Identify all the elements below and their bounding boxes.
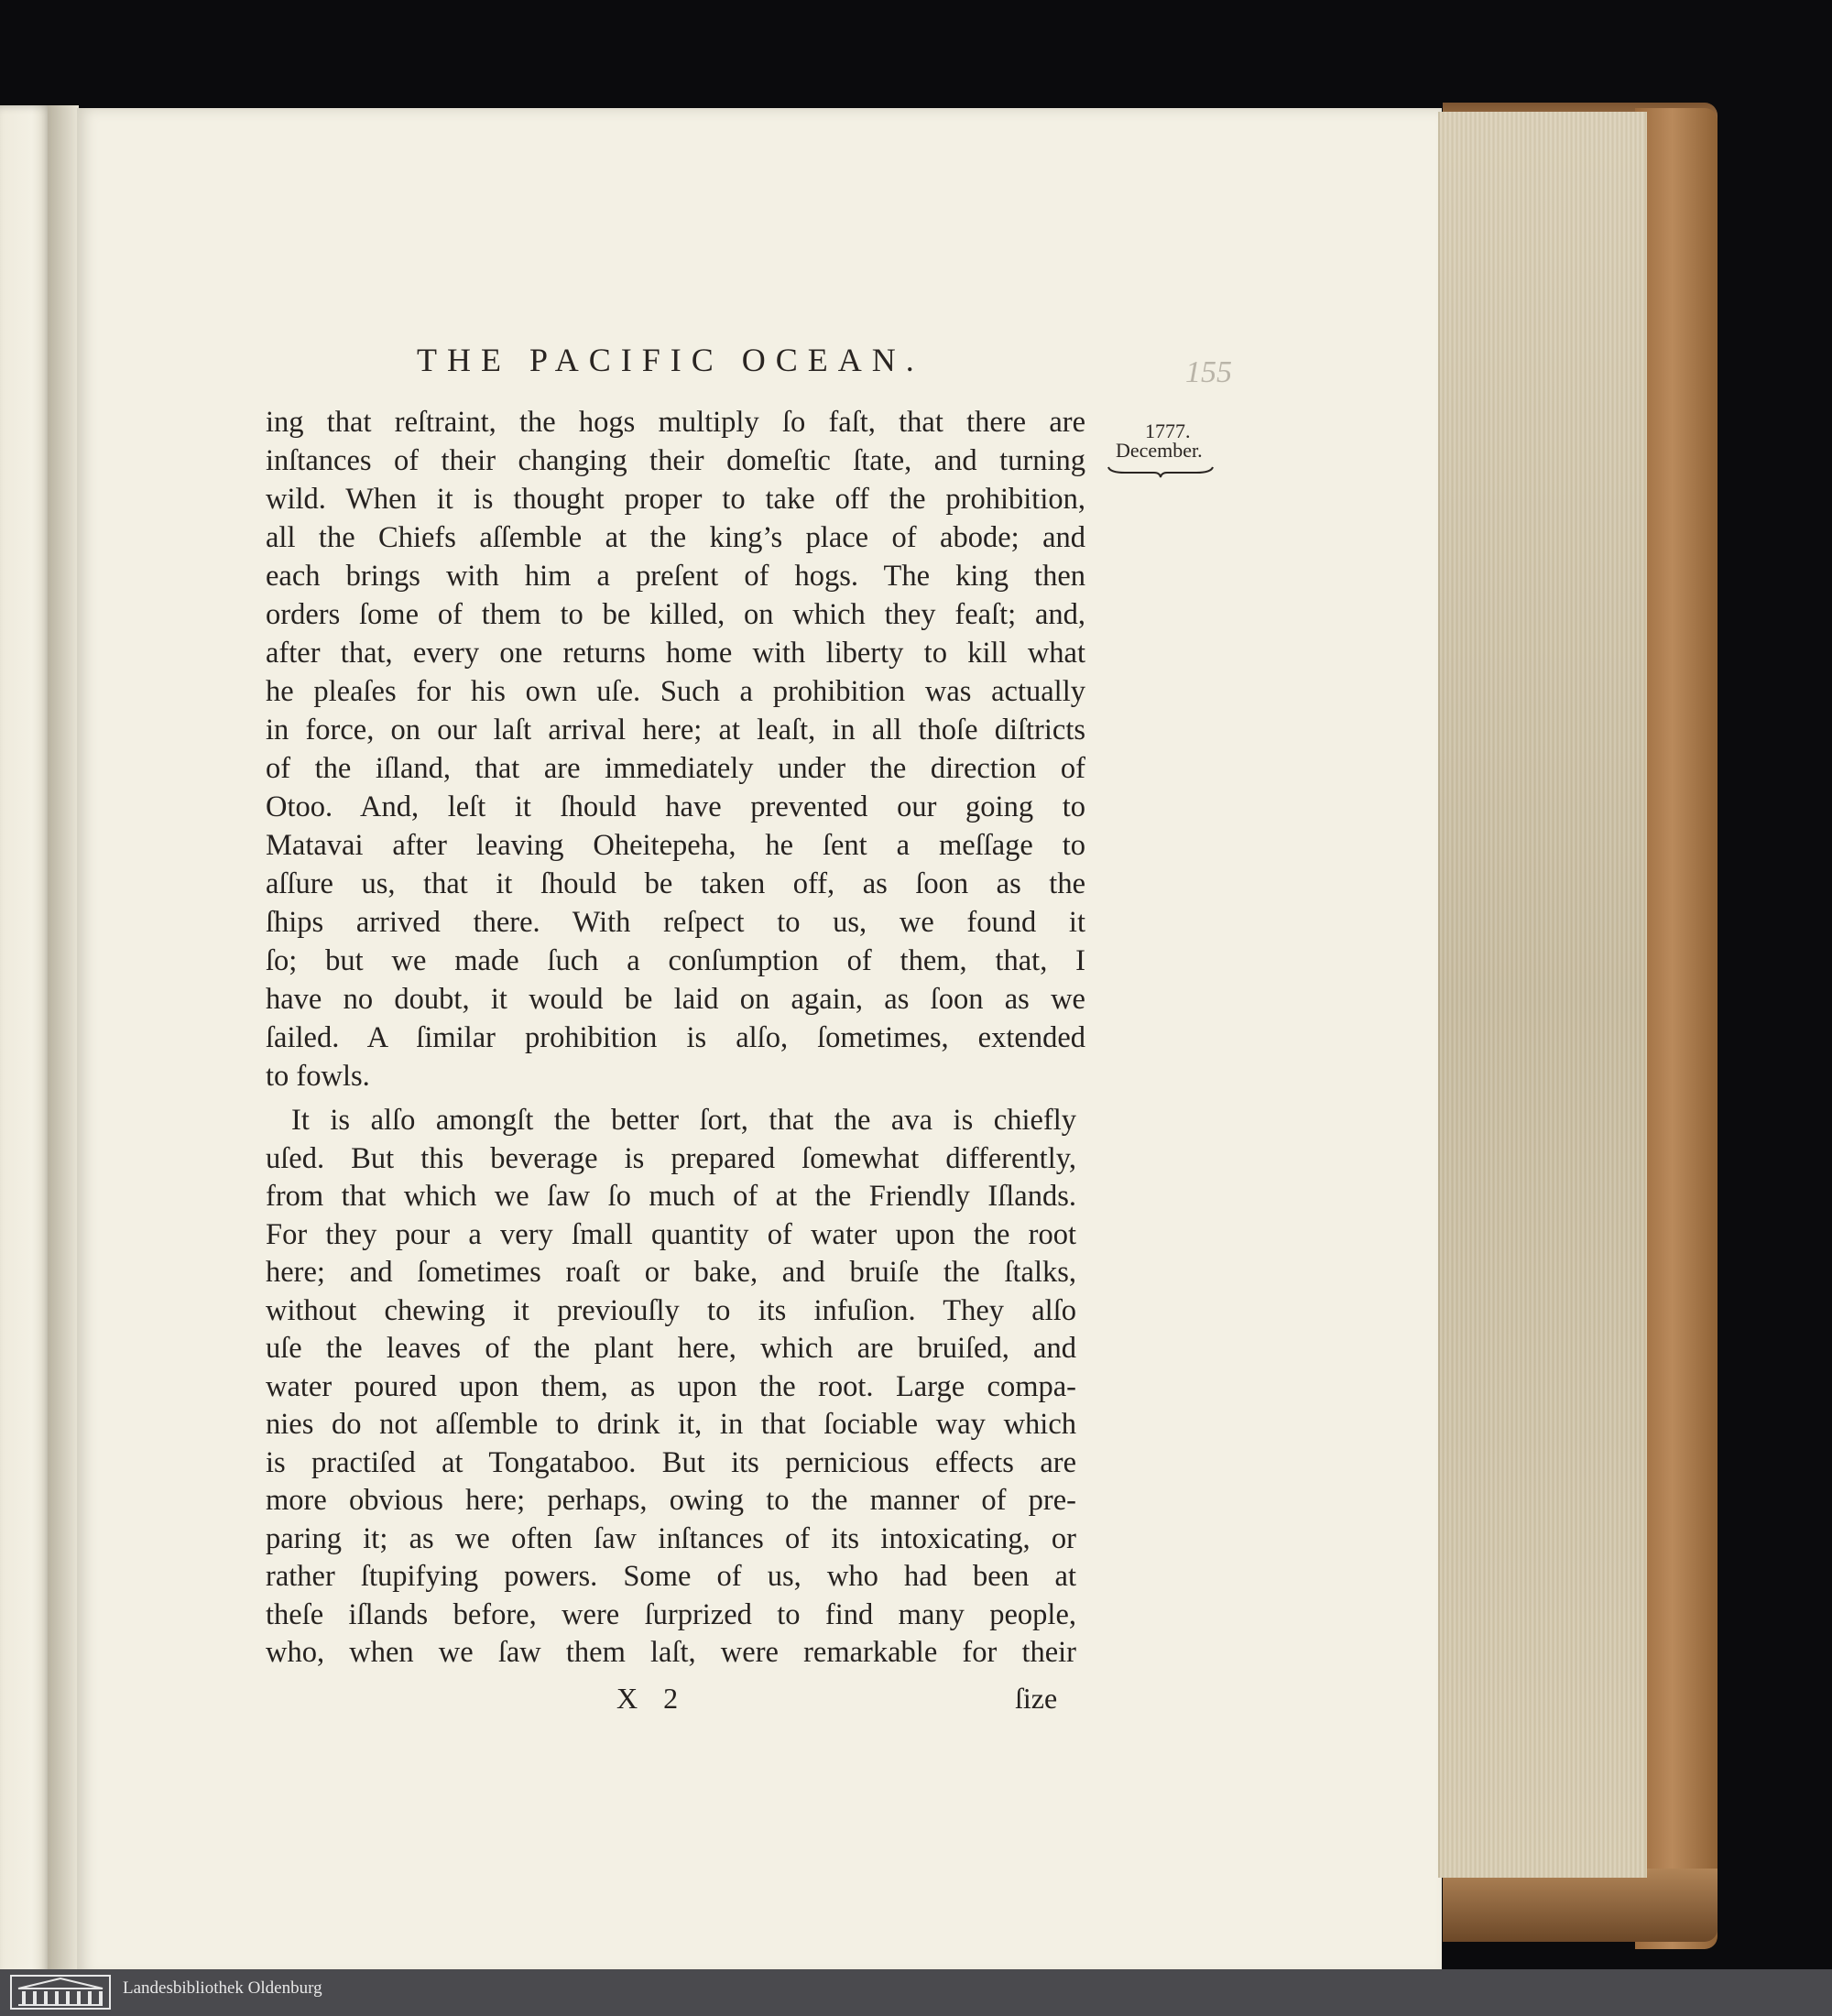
text-line: paring it; as we often ſaw inſtances of its intoxicating, or — [266, 1521, 1076, 1555]
text-line: rather ſtupifying powers. Some of us, who had been at — [266, 1560, 1076, 1593]
book-cover-bottom — [1443, 1869, 1718, 1942]
signature-mark: X 2 — [616, 1682, 688, 1715]
text-line: ſo; but we made ſuch a conſumption of them, that, I — [266, 944, 1085, 977]
text-line: water poured upon them, as upon the root. Large compa- — [266, 1369, 1076, 1403]
text-line: nies do not aſſemble to drink it, in that ſociable way which — [266, 1408, 1076, 1441]
text-line: theſe iſlands before, were ſurprized to find many people, — [266, 1597, 1076, 1631]
text-line: in force, on our laſt arrival here; at leaſt, in all thoſe diſtricts — [266, 714, 1085, 746]
page-edges-shade — [1438, 112, 1645, 1878]
text-line: Matavai after leaving Oheitepeha, he ſent a meſſage to — [266, 829, 1085, 862]
margin-brace-icon — [1107, 465, 1215, 478]
text-line: wild. When it is thought proper to take off the prohibition, — [266, 483, 1085, 516]
text-line: who, when we ſaw them laſt, were remarkable for their — [266, 1636, 1076, 1669]
text-line: to fowls. — [266, 1060, 370, 1093]
text-line: without chewing it previouſly to its infuſion. They alſo — [266, 1293, 1076, 1327]
text-line: Otoo. And, leſt it ſhould have prevented our going to — [266, 790, 1085, 823]
paragraph-1 — [266, 403, 1085, 1095]
margin-note-year: 1777. — [1145, 420, 1191, 442]
text-line: have no doubt, it would be laid on again, as ſoon as we — [266, 983, 1085, 1016]
book-gutter — [48, 105, 79, 1978]
text-line: aſſure us, that it ſhould be taken off, as ſoon as the — [266, 867, 1085, 900]
text-line: uſe the leaves of the plant here, which are bruiſed, and — [266, 1332, 1076, 1365]
text-line: It is alſo amongſt the better ſort, that the ava is chiefly — [291, 1104, 1076, 1137]
text-line: ing that reſtraint, the hogs multiply ſo faſt, that there are — [266, 406, 1085, 439]
text-line: is practiſed at Tongataboo. But its pernicious effects are — [266, 1445, 1076, 1479]
text-line: he pleaſes for his own uſe. Such a prohibition was actually — [266, 675, 1085, 708]
text-line: all the Chiefs aſſemble at the king’s place of abode; and — [266, 521, 1085, 554]
text-line: after that, every one returns home with liberty to kill what — [266, 637, 1085, 670]
text-line: of the iſland, that are immediately under the direction of — [266, 752, 1085, 785]
text-line: ſhips arrived there. With reſpect to us, we found it — [266, 906, 1085, 939]
catchword: ſize — [1015, 1682, 1058, 1715]
text-line: here; and ſometimes roaſt or bake, and bruiſe the ſtalks, — [266, 1256, 1076, 1289]
text-line: uſed. But this beverage is prepared ſomewhat differently, — [266, 1141, 1076, 1175]
library-name: Landesbibliothek Oldenburg — [123, 1978, 322, 1998]
text-line: ſailed. A ſimilar prohibition is alſo, ſometimes, extended — [266, 1021, 1085, 1054]
paragraph-2 — [266, 1102, 1076, 1673]
book-cover — [1635, 108, 1718, 1949]
running-head: THE PACIFIC OCEAN. — [417, 342, 924, 378]
library-building-icon — [9, 1974, 112, 2011]
text-line: from that which we ſaw ſo much of at the Friendly Iſlands. — [266, 1180, 1076, 1213]
text-line: inſtances of their changing their domeſtic ſtate, and turning — [266, 444, 1085, 477]
page-number: 155 — [1185, 355, 1232, 389]
text-line: more obvious here; perhaps, owing to the manner of pre- — [266, 1484, 1076, 1517]
margin-note-month: December. — [1116, 439, 1203, 462]
text-line: orders ſome of them to be killed, on which they feaſt; and, — [266, 598, 1085, 631]
left-page-edge — [0, 105, 53, 1978]
text-line: each brings with him a preſent of hogs. The king then — [266, 560, 1085, 593]
text-line: For they pour a very ſmall quantity of water upon the root — [266, 1217, 1076, 1251]
